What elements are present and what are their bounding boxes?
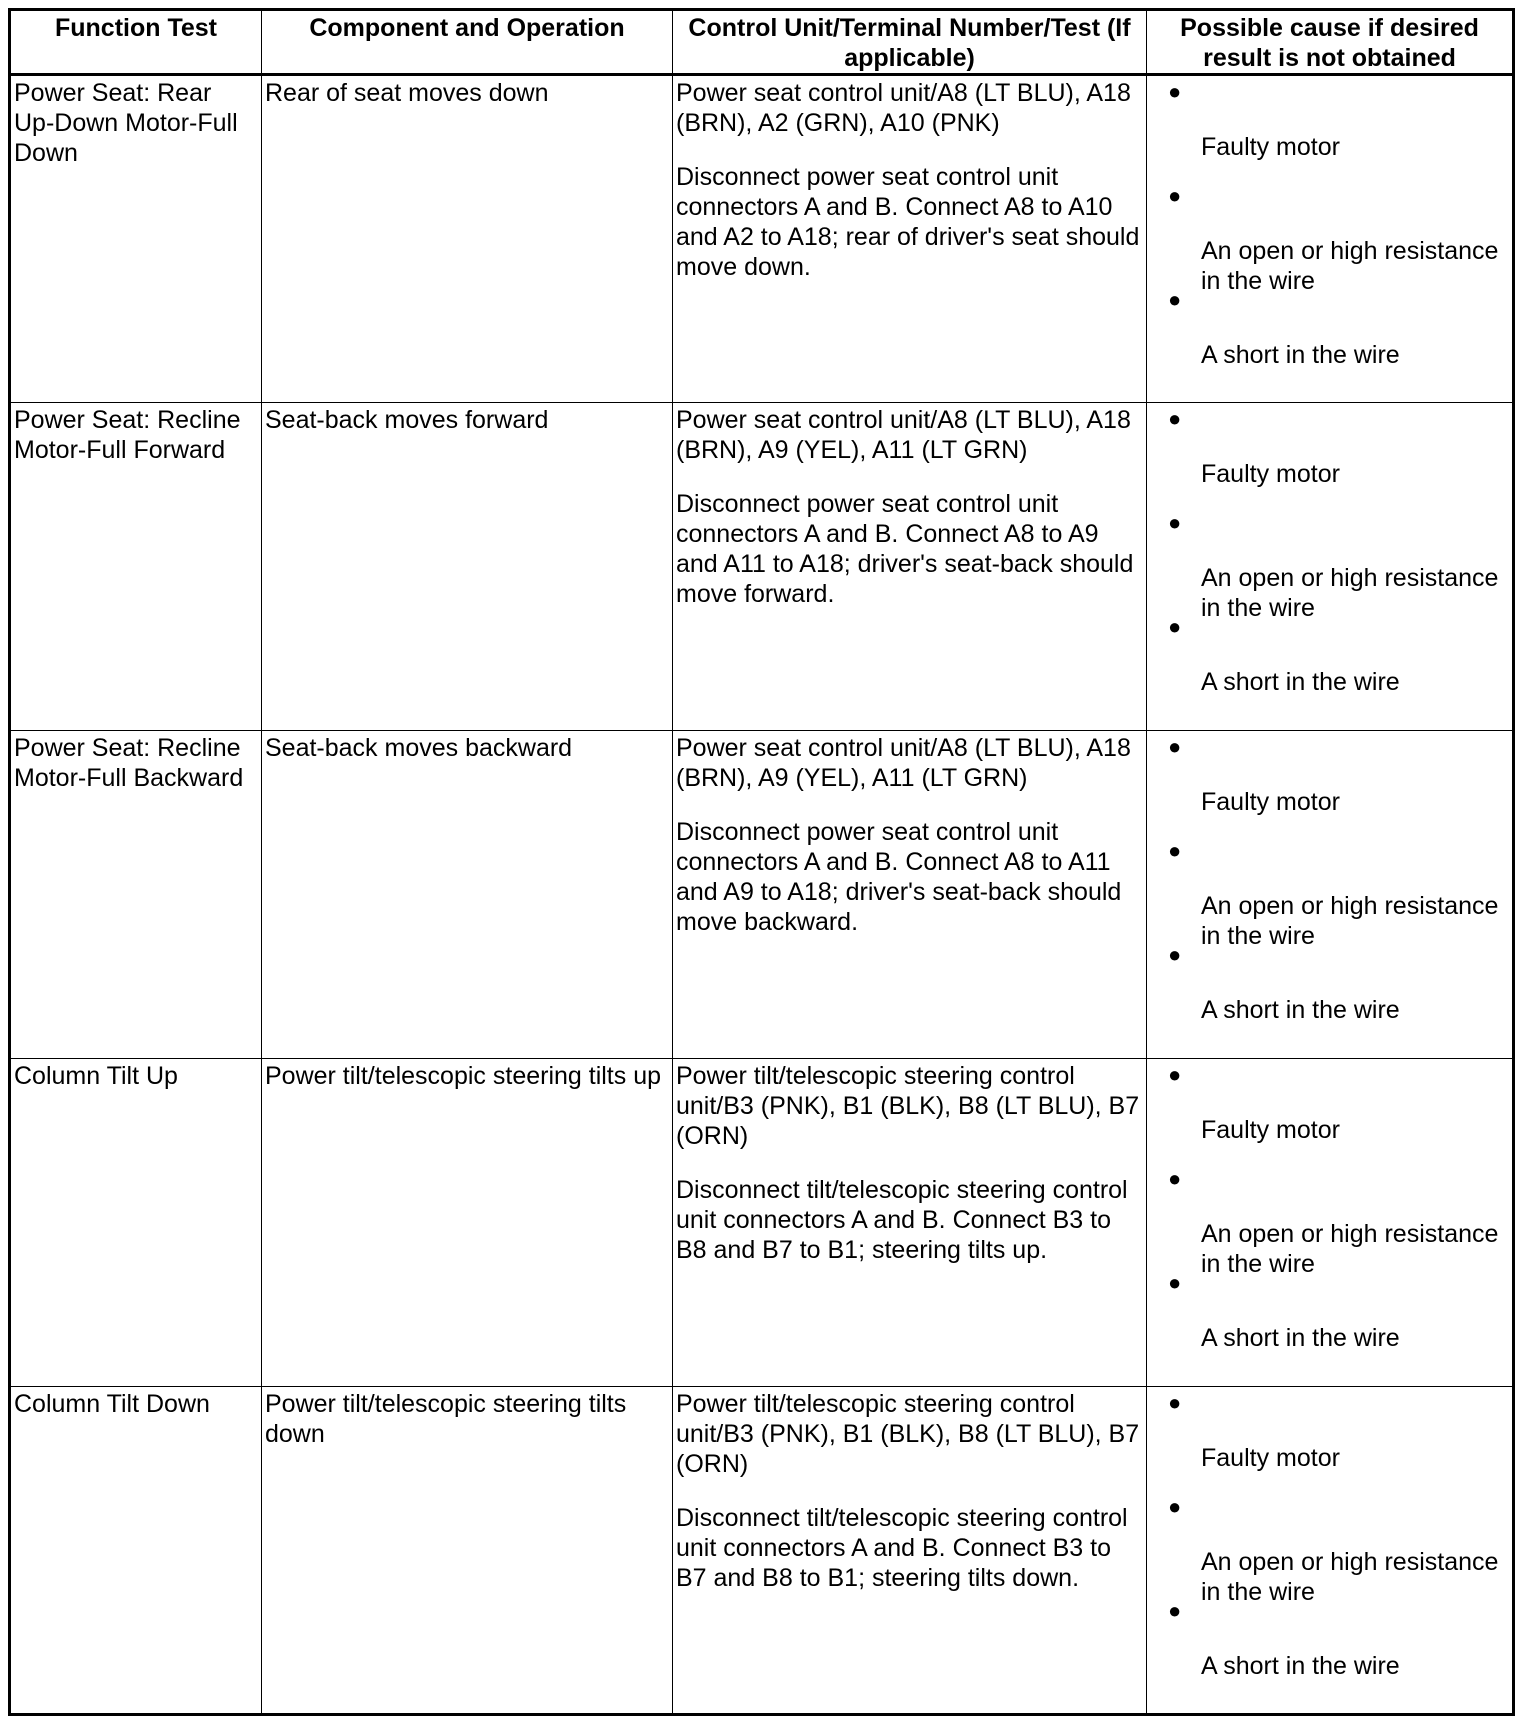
cause-list — [1150, 78, 1509, 390]
cause-text: A short in the wire — [1201, 1324, 1400, 1352]
possible-cause-cell — [1147, 403, 1514, 731]
possible-cause-cell — [1147, 1387, 1514, 1715]
bullet-icon: ● — [1168, 838, 1182, 863]
component-operation-cell — [262, 403, 673, 731]
bullet-icon: ● — [1168, 287, 1182, 312]
bullet-icon: ● — [1168, 1494, 1182, 1519]
component-operation-text: Seat-back moves backward — [265, 734, 573, 762]
cause-item — [1150, 941, 1509, 1045]
cause-item — [1150, 733, 1509, 837]
cause-list — [1150, 1061, 1509, 1373]
function-test-cell — [10, 1387, 262, 1715]
test-procedure-text: Disconnect power seat control unit connectors A and B. Connect A8 to A9 and A11 to A18; driver's seat-back should move forward. — [676, 490, 1134, 608]
header-control-unit-test: Control Unit/Terminal Number/Test (If applicable) — [673, 10, 1147, 75]
function-test-table — [8, 8, 1515, 1716]
function-test-text: Power Seat: Recline Motor-Full Forward — [14, 406, 241, 464]
control-unit-cell — [673, 403, 1147, 731]
control-unit-text: Power seat control unit/A8 (LT BLU), A18 (BRN), A9 (YEL), A11 (LT GRN) — [676, 734, 1131, 792]
test-procedure-text: Disconnect power seat control unit connectors A and B. Connect A8 to A11 and A9 to A18; driver's seat-back should move backward. — [676, 818, 1122, 936]
table-row — [10, 1387, 1514, 1715]
header-component-operation: Component and Operation — [262, 10, 673, 75]
cause-item — [1150, 837, 1509, 950]
test-procedure-text: Disconnect power seat control unit connectors A and B. Connect A8 to A10 and A2 to A18; rear of driver's seat should move down. — [676, 163, 1140, 281]
cause-text: A short in the wire — [1201, 341, 1400, 369]
cause-text: An open or high resistance in the wire — [1201, 237, 1499, 295]
cause-item — [1150, 1597, 1509, 1701]
test-procedure-text: Disconnect tilt/telescopic steering control unit connectors A and B. Connect B3 to B7 and B8 to B1; steering tilts down. — [676, 1504, 1128, 1592]
table-row — [10, 75, 1514, 403]
control-unit-text: Power seat control unit/A8 (LT BLU), A18 (BRN), A2 (GRN), A10 (PNK) — [676, 79, 1131, 137]
function-test-text: Power Seat: Recline Motor-Full Backward — [14, 734, 244, 792]
cause-text: An open or high resistance in the wire — [1201, 1548, 1499, 1606]
cause-item — [1150, 509, 1509, 622]
cause-item — [1150, 1165, 1509, 1278]
table-row — [10, 731, 1514, 1059]
control-unit-text: Power seat control unit/A8 (LT BLU), A18 (BRN), A9 (YEL), A11 (LT GRN) — [676, 406, 1131, 464]
control-unit-text: Power tilt/telescopic steering control unit/B3 (PNK), B1 (BLK), B8 (LT BLU), B7 (ORN) — [676, 1390, 1140, 1478]
cause-text: Faulty motor — [1201, 460, 1340, 488]
cause-text: A short in the wire — [1201, 996, 1400, 1024]
cause-text: Faulty motor — [1201, 1444, 1340, 1472]
cause-text: A short in the wire — [1201, 668, 1400, 696]
bullet-icon: ● — [1168, 183, 1182, 208]
possible-cause-cell — [1147, 75, 1514, 403]
cause-item — [1150, 1493, 1509, 1606]
cause-list — [1150, 405, 1509, 717]
bullet-icon: ● — [1168, 1166, 1182, 1191]
bullet-icon: ● — [1168, 406, 1182, 431]
component-operation-cell — [262, 1059, 673, 1387]
component-operation-cell — [262, 731, 673, 1059]
cause-text: An open or high resistance in the wire — [1201, 564, 1499, 622]
component-operation-text: Power tilt/telescopic steering tilts down — [265, 1390, 627, 1448]
bullet-icon: ● — [1168, 79, 1182, 104]
component-operation-cell — [262, 75, 673, 403]
cause-item — [1150, 286, 1509, 390]
possible-cause-cell — [1147, 1059, 1514, 1387]
test-procedure-text: Disconnect tilt/telescopic steering control unit connectors A and B. Connect B3 to B8 and B7 to B1; steering tilts up. — [676, 1176, 1128, 1264]
bullet-icon: ● — [1168, 1390, 1182, 1415]
component-operation-text: Rear of seat moves down — [265, 79, 549, 107]
component-operation-text: Power tilt/telescopic steering tilts up — [265, 1062, 662, 1090]
cause-text: Faulty motor — [1201, 788, 1340, 816]
control-unit-text: Power tilt/telescopic steering control unit/B3 (PNK), B1 (BLK), B8 (LT BLU), B7 (ORN) — [676, 1062, 1140, 1150]
bullet-icon: ● — [1168, 734, 1182, 759]
header-possible-cause: Possible cause if desired result is not obtained — [1147, 10, 1514, 75]
cause-list — [1150, 1389, 1509, 1701]
bullet-icon: ● — [1168, 1062, 1182, 1087]
cause-text: A short in the wire — [1201, 1652, 1400, 1680]
cause-text: Faulty motor — [1201, 133, 1340, 161]
cause-text: Faulty motor — [1201, 1116, 1340, 1144]
table-row — [10, 1059, 1514, 1387]
cause-item — [1150, 182, 1509, 295]
function-test-text: Column Tilt Down — [14, 1390, 210, 1418]
possible-cause-cell — [1147, 731, 1514, 1059]
control-unit-cell — [673, 75, 1147, 403]
function-test-cell — [10, 75, 262, 403]
control-unit-cell — [673, 1059, 1147, 1387]
cause-item — [1150, 1269, 1509, 1373]
cause-item — [1150, 1389, 1509, 1493]
control-unit-cell — [673, 731, 1147, 1059]
table-header-row — [10, 10, 1514, 75]
cause-text: An open or high resistance in the wire — [1201, 1220, 1499, 1278]
bullet-icon: ● — [1168, 1598, 1182, 1623]
function-test-cell — [10, 731, 262, 1059]
bullet-icon: ● — [1168, 1270, 1182, 1295]
bullet-icon: ● — [1168, 942, 1182, 967]
bullet-icon: ● — [1168, 510, 1182, 535]
cause-list — [1150, 733, 1509, 1045]
function-test-text: Power Seat: Rear Up-Down Motor-Full Down — [14, 79, 238, 167]
table-row — [10, 403, 1514, 731]
component-operation-cell — [262, 1387, 673, 1715]
control-unit-cell — [673, 1387, 1147, 1715]
function-test-cell — [10, 1059, 262, 1387]
cause-item — [1150, 405, 1509, 509]
function-test-cell — [10, 403, 262, 731]
cause-item — [1150, 1061, 1509, 1165]
bullet-icon: ● — [1168, 614, 1182, 639]
component-operation-text: Seat-back moves forward — [265, 406, 549, 434]
cause-item — [1150, 78, 1509, 182]
function-test-text: Column Tilt Up — [14, 1062, 178, 1090]
cause-text: An open or high resistance in the wire — [1201, 892, 1499, 950]
cause-item — [1150, 613, 1509, 717]
document-page — [8, 8, 1512, 1708]
header-function-test: Function Test — [10, 10, 262, 75]
